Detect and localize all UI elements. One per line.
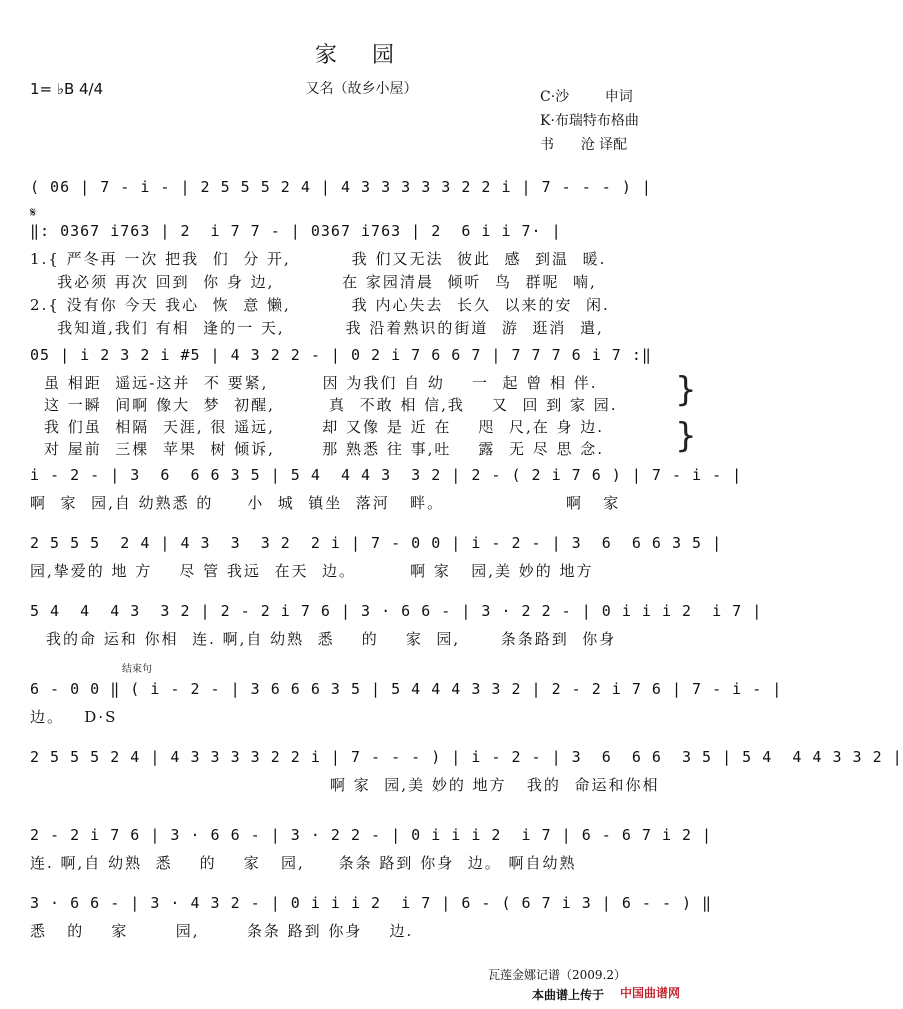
notes-line-3: 05 | i 2 3 2 i #5 | 4 3 2 2 - | 0 2 i 7 6 6 7 | 7 7 7 6 i 7 :‖ xyxy=(30,346,652,364)
notes-line-9: 2 - 2 i 7 6 | 3 · 6 6 - | 3 · 2 2 - | 0 i i i 2 i 7 | 6 - 6 7 i 2 | xyxy=(30,826,713,844)
lyric-line-9: 连. 啊,自 幼熟 悉 的 家 园, 条条 路到 你身 边。 啊自幼熟 xyxy=(30,854,577,872)
transcriber-credit: 瓦莲金娜记谱（2009.2） xyxy=(488,968,626,982)
lyric-line-7: 边。 D·S xyxy=(30,708,118,726)
notes-line-7: 6 - 0 0 ‖ ( i - 2 - | 3 6 6 6 3 5 | 5 4 4 4 3 3 2 | 2 - 2 i 7 6 | 7 - i - | xyxy=(30,680,783,698)
lyric-line-5: 园,挚爱的 地 方 尽 管 我远 在天 边。 啊 家 园,美 妙的 地方 xyxy=(30,562,594,580)
key-signature: 1= ♭B 4/4 xyxy=(30,80,104,98)
subtitle: 又名（故乡小屋） xyxy=(305,81,418,97)
lyric-line-6: 我的命 运和 你相 连. 啊,自 幼熟 悉 的 家 园, 条条路到 你身 xyxy=(46,630,617,648)
lyric-verse-2b: 我知道,我们 有相 逢的一 天, 我 沿着熟识的街道 游 逛消 遣, xyxy=(30,319,604,337)
arranger-credit: 书 沧 译配 xyxy=(540,137,628,153)
page-title: 家 园 xyxy=(315,43,408,68)
notes-line-1: ( 06 | 7 - i - | 2 5 5 5 2 4 | 4 3 3 3 3 3 2 2 i | 7 - - - ) | xyxy=(30,178,652,196)
lyric-verse-1b: 我必须 再次 回到 你 身 边, 在 家园清晨 倾听 鸟 群呢 喃, xyxy=(30,273,597,291)
lyric-line-3a: 虽 相距 遥远-这并 不 要紧, 因 为我们 自 幼 一 起 曾 相 伴. xyxy=(44,374,598,392)
lyric-line-8: 啊 家 园,美 妙的 地方 我的 命运和你相 xyxy=(330,776,660,794)
lyric-line-10: 悉 的 家 园, 条条 路到 你身 边. xyxy=(30,922,414,940)
notes-line-5: 2 5 5 5 2 4 | 4 3 3 3 2 2 i | 7 - 0 0 | i - 2 - | 3 6 6 6 3 5 | xyxy=(30,534,723,552)
notes-line-2: ‖: 0367 i763 | 2 i 7 7 - | 0367 i763 | 2 6 i i 7· | xyxy=(30,222,562,240)
segno-mark: 𝄋 xyxy=(30,205,37,221)
ending-mark: 结束句 xyxy=(122,664,152,675)
lyric-verse-2a: 2.{ 没有你 今天 我心 恢 意 懒, 我 内心失去 长久 以来的安 闲. xyxy=(30,296,610,314)
notes-line-10: 3 · 6 6 - | 3 · 4 3 2 - | 0 i i i 2 i 7 | 6 - ( 6 7 i 3 | 6 - - ) ‖ xyxy=(30,894,713,912)
upload-note: 本曲谱上传于 xyxy=(532,988,605,1002)
composer-credit: K·布瑞特布格曲 xyxy=(540,113,639,129)
right-brace-upper: } xyxy=(675,370,697,410)
notes-line-6: 5 4 4 4 3 3 2 | 2 - 2 i 7 6 | 3 · 6 6 - | 3 · 2 2 - | 0 i i i 2 i 7 | xyxy=(30,602,763,620)
lyric-line-4: 啊 家 园,自 幼熟悉 的 小 城 镇坐 落河 畔。 啊 家 xyxy=(30,494,621,512)
lyricist-credit: C·沙 申词 xyxy=(540,89,633,105)
lyric-line-3c: 我 们虽 相隔 天涯, 很 遥远, 却 又像 是 近 在 咫 尺,在 身 边. xyxy=(44,418,605,436)
lyric-line-3b: 这 一瞬 间啊 像大 梦 初醒, 真 不敢 相 信,我 又 回 到 家 园. xyxy=(44,396,618,414)
notes-line-8: 2 5 5 5 2 4 | 4 3 3 3 3 2 2 i | 7 - - - ) | i - 2 - | 3 6 6 6 3 5 | 5 4 4 4 3 3 2 | xyxy=(30,748,903,766)
lyric-line-3d: 对 屋前 三棵 苹果 树 倾诉, 那 熟悉 往 事,吐 露 无 尽 思 念. xyxy=(44,440,605,458)
notes-line-4: i - 2 - | 3 6 6 6 3 5 | 5 4 4 4 3 3 2 | 2 - ( 2 i 7 6 ) | 7 - i - | xyxy=(30,466,743,484)
lyric-verse-1a: 1.{ 严冬再 一次 把我 们 分 开, 我 们又无法 彼此 感 到温 暖. xyxy=(30,250,607,268)
site-logo: 中国曲谱网 xyxy=(620,986,681,1000)
right-brace-lower: } xyxy=(675,416,697,456)
